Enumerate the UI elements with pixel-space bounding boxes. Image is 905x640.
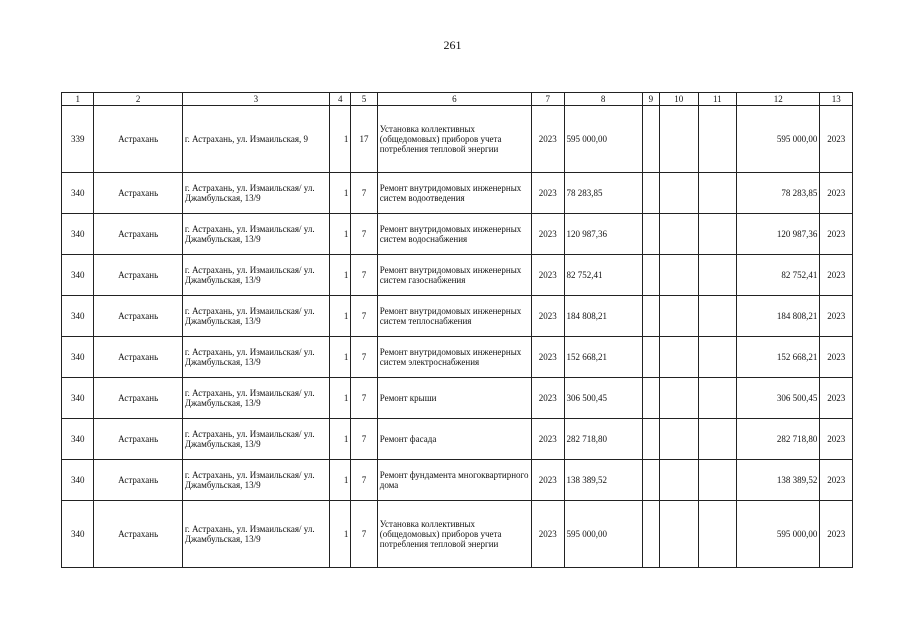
address-cell: г. Астрахань, ул. Измаильская/ ул. Джамбульская, 13/9	[182, 296, 329, 337]
total-cost-cell: 282 718,80	[737, 419, 820, 460]
col-header-12: 12	[737, 93, 820, 106]
col4-cell: 1	[330, 419, 351, 460]
city-cell: Астрахань	[94, 106, 182, 173]
col5-cell: 7	[351, 173, 377, 214]
col5-cell: 7	[351, 501, 377, 568]
total-cost-cell: 595 000,00	[737, 501, 820, 568]
col10-cell	[659, 255, 698, 296]
city-cell: Астрахань	[94, 296, 182, 337]
city-cell: Астрахань	[94, 501, 182, 568]
cost-cell: 282 718,80	[564, 419, 642, 460]
col-header-4: 4	[330, 93, 351, 106]
work-type-cell: Ремонт внутридомовых инженерных систем электроснабжения	[377, 337, 531, 378]
col4-cell: 1	[330, 106, 351, 173]
col5-cell: 7	[351, 460, 377, 501]
col4-cell: 1	[330, 296, 351, 337]
row-number-cell: 340	[62, 296, 94, 337]
col-header-9: 9	[642, 93, 659, 106]
col11-cell	[698, 419, 737, 460]
address-cell: г. Астрахань, ул. Измаильская/ ул. Джамбульская, 13/9	[182, 255, 329, 296]
city-cell: Астрахань	[94, 173, 182, 214]
col5-cell: 7	[351, 296, 377, 337]
col-header-3: 3	[182, 93, 329, 106]
col11-cell	[698, 460, 737, 501]
work-type-cell: Установка коллективных (общедомовых) приборов учета потребления тепловой энергии	[377, 106, 531, 173]
completion-year-cell: 2023	[820, 173, 853, 214]
col10-cell	[659, 419, 698, 460]
col4-cell: 1	[330, 173, 351, 214]
col11-cell	[698, 337, 737, 378]
table-row	[62, 501, 853, 568]
cost-cell: 306 500,45	[564, 378, 642, 419]
col10-cell	[659, 106, 698, 173]
table-row	[62, 106, 853, 173]
work-type-cell: Установка коллективных (общедомовых) приборов учета потребления тепловой энергии	[377, 501, 531, 568]
address-cell: г. Астрахань, ул. Измаильская/ ул. Джамбульская, 13/9	[182, 460, 329, 501]
year-cell: 2023	[532, 501, 564, 568]
work-type-cell: Ремонт крыши	[377, 378, 531, 419]
city-cell: Астрахань	[94, 378, 182, 419]
col4-cell: 1	[330, 214, 351, 255]
col11-cell	[698, 501, 737, 568]
cost-cell: 595 000,00	[564, 501, 642, 568]
total-cost-cell: 184 808,21	[737, 296, 820, 337]
page-number: 261	[443, 38, 462, 52]
completion-year-cell: 2023	[820, 419, 853, 460]
col-header-11: 11	[698, 93, 737, 106]
col5-cell: 17	[351, 106, 377, 173]
col-header-10: 10	[659, 93, 698, 106]
completion-year-cell: 2023	[820, 378, 853, 419]
col4-cell: 1	[330, 378, 351, 419]
col-header-13: 13	[820, 93, 853, 106]
col-header-2: 2	[94, 93, 182, 106]
city-cell: Астрахань	[94, 255, 182, 296]
col4-cell: 1	[330, 255, 351, 296]
address-cell: г. Астрахань, ул. Измаильская/ ул. Джамбульская, 13/9	[182, 501, 329, 568]
address-cell: г. Астрахань, ул. Измаильская/ ул. Джамбульская, 13/9	[182, 173, 329, 214]
row-number-cell: 339	[62, 106, 94, 173]
work-type-cell: Ремонт фундамента многоквартирного дома	[377, 460, 531, 501]
year-cell: 2023	[532, 460, 564, 501]
total-cost-cell: 120 987,36	[737, 214, 820, 255]
year-cell: 2023	[532, 214, 564, 255]
city-cell: Астрахань	[94, 460, 182, 501]
col4-cell: 1	[330, 501, 351, 568]
col9-cell	[642, 460, 659, 501]
year-cell: 2023	[532, 255, 564, 296]
address-cell: г. Астрахань, ул. Измаильская/ ул. Джамбульская, 13/9	[182, 337, 329, 378]
col9-cell	[642, 419, 659, 460]
total-cost-cell: 78 283,85	[737, 173, 820, 214]
completion-year-cell: 2023	[820, 255, 853, 296]
col11-cell	[698, 173, 737, 214]
col10-cell	[659, 337, 698, 378]
work-type-cell: Ремонт внутридомовых инженерных систем водоснабжения	[377, 214, 531, 255]
work-type-cell: Ремонт внутридомовых инженерных систем газоснабжения	[377, 255, 531, 296]
col5-cell: 7	[351, 378, 377, 419]
table-row	[62, 255, 853, 296]
row-number-cell: 340	[62, 255, 94, 296]
col10-cell	[659, 296, 698, 337]
capital-repair-table	[61, 92, 853, 568]
col10-cell	[659, 214, 698, 255]
col9-cell	[642, 106, 659, 173]
col11-cell	[698, 296, 737, 337]
total-cost-cell: 595 000,00	[737, 106, 820, 173]
table-row	[62, 460, 853, 501]
cost-cell: 138 389,52	[564, 460, 642, 501]
col9-cell	[642, 255, 659, 296]
completion-year-cell: 2023	[820, 106, 853, 173]
completion-year-cell: 2023	[820, 501, 853, 568]
total-cost-cell: 152 668,21	[737, 337, 820, 378]
year-cell: 2023	[532, 106, 564, 173]
work-type-cell: Ремонт внутридомовых инженерных систем теплоснабжения	[377, 296, 531, 337]
col5-cell: 7	[351, 255, 377, 296]
work-type-cell: Ремонт внутридомовых инженерных систем водоотведения	[377, 173, 531, 214]
city-cell: Астрахань	[94, 214, 182, 255]
table-row	[62, 214, 853, 255]
cost-cell: 152 668,21	[564, 337, 642, 378]
col9-cell	[642, 501, 659, 568]
cost-cell: 78 283,85	[564, 173, 642, 214]
col-header-8: 8	[564, 93, 642, 106]
cost-cell: 184 808,21	[564, 296, 642, 337]
address-cell: г. Астрахань, ул. Измаильская/ ул. Джамбульская, 13/9	[182, 419, 329, 460]
col9-cell	[642, 173, 659, 214]
address-cell: г. Астрахань, ул. Измаильская/ ул. Джамбульская, 13/9	[182, 378, 329, 419]
col10-cell	[659, 173, 698, 214]
col5-cell: 7	[351, 337, 377, 378]
col11-cell	[698, 378, 737, 419]
year-cell: 2023	[532, 296, 564, 337]
col9-cell	[642, 296, 659, 337]
completion-year-cell: 2023	[820, 460, 853, 501]
col4-cell: 1	[330, 337, 351, 378]
col9-cell	[642, 378, 659, 419]
col-header-5: 5	[351, 93, 377, 106]
row-number-cell: 340	[62, 419, 94, 460]
row-number-cell: 340	[62, 378, 94, 419]
col11-cell	[698, 214, 737, 255]
table-row	[62, 378, 853, 419]
table-row	[62, 296, 853, 337]
row-number-cell: 340	[62, 501, 94, 568]
col5-cell: 7	[351, 419, 377, 460]
col10-cell	[659, 460, 698, 501]
address-cell: г. Астрахань, ул. Измаильская, 9	[182, 106, 329, 173]
col4-cell: 1	[330, 460, 351, 501]
col5-cell: 7	[351, 214, 377, 255]
col9-cell	[642, 337, 659, 378]
total-cost-cell: 82 752,41	[737, 255, 820, 296]
year-cell: 2023	[532, 337, 564, 378]
cost-cell: 82 752,41	[564, 255, 642, 296]
address-cell: г. Астрахань, ул. Измаильская/ ул. Джамбульская, 13/9	[182, 214, 329, 255]
column-number-row	[62, 93, 853, 106]
year-cell: 2023	[532, 378, 564, 419]
row-number-cell: 340	[62, 214, 94, 255]
completion-year-cell: 2023	[820, 337, 853, 378]
row-number-cell: 340	[62, 460, 94, 501]
table-row	[62, 173, 853, 214]
col10-cell	[659, 501, 698, 568]
col11-cell	[698, 255, 737, 296]
year-cell: 2023	[532, 419, 564, 460]
col9-cell	[642, 214, 659, 255]
col-header-1: 1	[62, 93, 94, 106]
col-header-6: 6	[377, 93, 531, 106]
total-cost-cell: 138 389,52	[737, 460, 820, 501]
total-cost-cell: 306 500,45	[737, 378, 820, 419]
cost-cell: 120 987,36	[564, 214, 642, 255]
year-cell: 2023	[532, 173, 564, 214]
table-row	[62, 419, 853, 460]
work-type-cell: Ремонт фасада	[377, 419, 531, 460]
completion-year-cell: 2023	[820, 214, 853, 255]
col10-cell	[659, 378, 698, 419]
row-number-cell: 340	[62, 173, 94, 214]
col11-cell	[698, 106, 737, 173]
table-row	[62, 337, 853, 378]
row-number-cell: 340	[62, 337, 94, 378]
cost-cell: 595 000,00	[564, 106, 642, 173]
col-header-7: 7	[532, 93, 564, 106]
completion-year-cell: 2023	[820, 296, 853, 337]
city-cell: Астрахань	[94, 337, 182, 378]
city-cell: Астрахань	[94, 419, 182, 460]
